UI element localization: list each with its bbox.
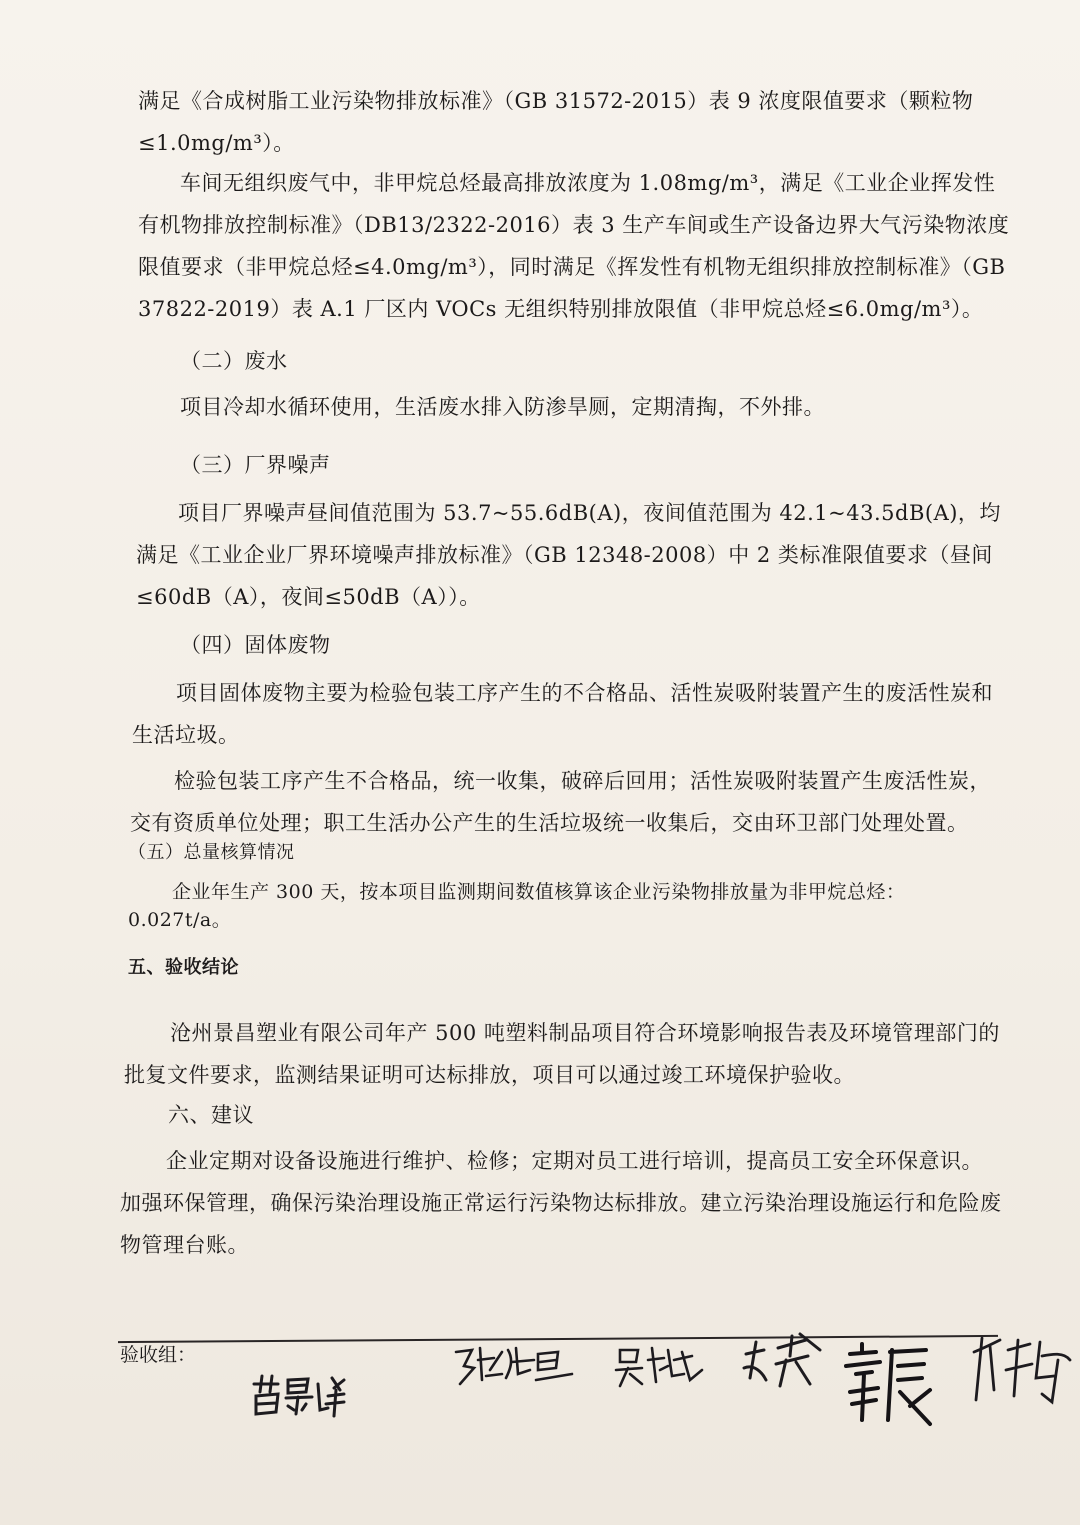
paragraph-waste-gas-particulate: 满足《合成树脂工业污染物排放标准》（GB 31572-2015）表 9 浓度限值要求（颗粒物≤1.0mg/m³）。 bbox=[138, 89, 974, 155]
signature-label: 验收组： bbox=[120, 1344, 197, 1366]
paragraph-wastewater: 项目冷却水循环使用，生活废水排入防渗旱厕，定期清掏，不外排。 bbox=[180, 395, 825, 419]
section-heading-conclusion: 五、验收结论 bbox=[128, 957, 239, 978]
section-heading-wastewater: （二）废水 bbox=[180, 349, 288, 373]
paragraph-total-amount: 企业年生产 300 天，按本项目监测期间数值核算该企业污染物排放量为非甲烷总烃：0.027t/a。 bbox=[128, 881, 906, 931]
signature-2-image bbox=[450, 1340, 580, 1400]
paragraph-noise: 项目厂界噪声昼间值范围为 53.7~55.6dB(A)，夜间值范围为 42.1~43.5dB(A)，均满足《工业企业厂界环境噪声排放标准》（GB 12348-2008）中 2 类标准限值要求（昼间≤60dB（A），夜间≤50dB（A））。 bbox=[136, 501, 1001, 609]
section-heading-total-amount: （五）总量核算情况 bbox=[128, 842, 295, 863]
signature-5-image bbox=[840, 1340, 940, 1430]
section-heading-suggestions: 六、建议 bbox=[168, 1103, 254, 1127]
signature-4-image bbox=[736, 1328, 826, 1398]
signature-1-image bbox=[248, 1370, 348, 1420]
section-heading-noise: （三）厂界噪声 bbox=[180, 453, 331, 477]
signature-6-image bbox=[970, 1330, 1075, 1410]
paragraph-solid-waste-handling: 检验包装工序产生不合格品，统一收集，破碎后回用；活性炭吸附装置产生废活性炭，交有资质单位处理；职工生活办公产生的生活垃圾统一收集后，交由环卫部门处理处置。 bbox=[130, 769, 991, 835]
paragraph-solid-waste-sources: 项目固体废物主要为检验包装工序产生的不合格品、活性炭吸附装置产生的废活性炭和生活垃圾。 bbox=[132, 681, 993, 747]
paragraph-suggestions: 企业定期对设备设施进行维护、检修；定期对员工进行培训，提高员工安全环保意识。加强环保管理，确保污染治理设施正常运行污染物达标排放。建立污染治理设施运行和危险废物管理台账。 bbox=[120, 1149, 1002, 1257]
signature-3-image bbox=[612, 1340, 707, 1400]
section-heading-solid-waste: （四）固体废物 bbox=[180, 633, 331, 657]
paragraph-conclusion: 沧州景昌塑业有限公司年产 500 吨塑料制品项目符合环境影响报告表及环境管理部门的批复文件要求，监测结果证明可达标排放，项目可以通过竣工环境保护验收。 bbox=[124, 1021, 1000, 1087]
paragraph-fugitive-gas: 车间无组织废气中，非甲烷总烃最高排放浓度为 1.08mg/m³，满足《工业企业挥发性有机物排放控制标准》（DB13/2322-2016）表 3 生产车间或生产设备边界大气污染物浓度限值要求（非甲烷总烃≤4.0mg/m³），同时满足《挥发性有机物无组织排放控制标准》（GB 37822-2019）表 A.1 厂区内 VOCs 无组织特别排放限值（非甲烷总烃≤6.0mg/m³）。 bbox=[138, 171, 1010, 321]
